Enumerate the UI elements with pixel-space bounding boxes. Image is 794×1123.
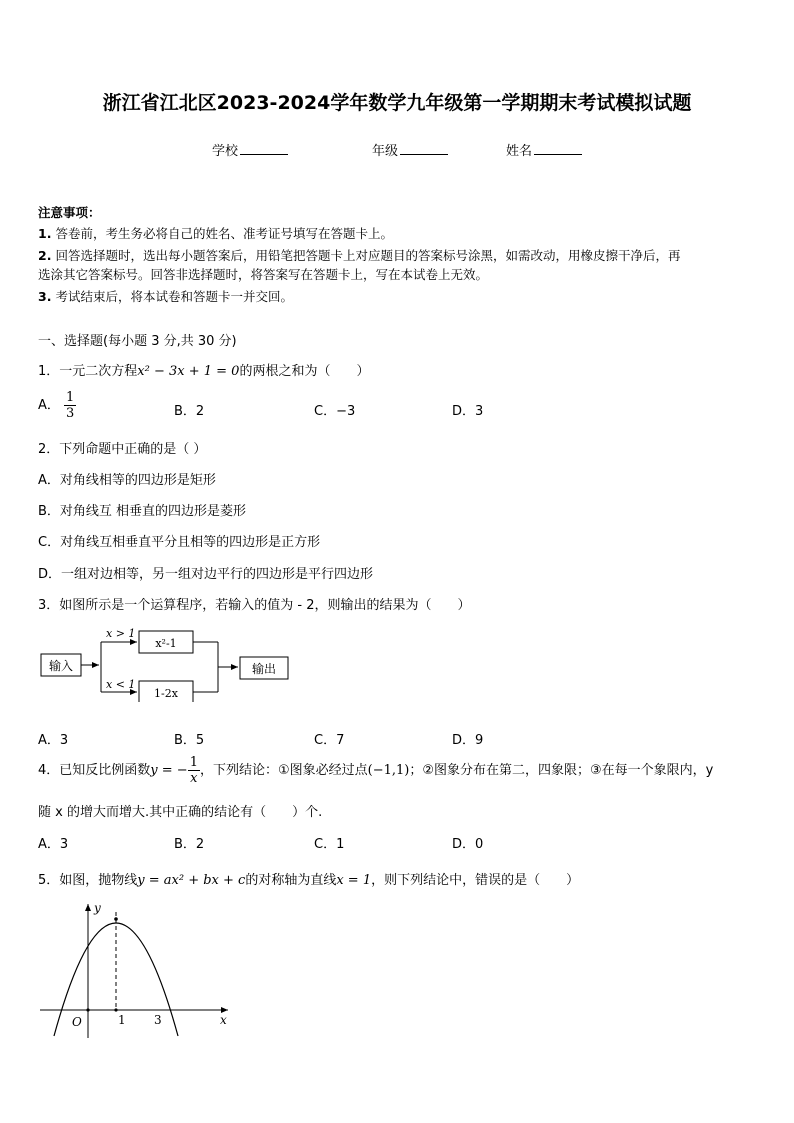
q1-option-a: A． $\frac{1}{3}$ — [38, 390, 75, 421]
tick-1-point — [114, 1008, 117, 1011]
flow-box-top-label: x²-1 — [155, 637, 177, 650]
flow-input-label: 输入 — [48, 659, 74, 673]
notice-item-1: 1. 答卷前，考生务必将自己的姓名、准考证号填写在答题卡上。 — [38, 226, 393, 241]
exam-title: 浙江省江北区2023-2024学年数学九年级第一学期期末考试模拟试题 — [102, 92, 692, 114]
q1-fraction: $\frac{1}{3}$ — [66, 390, 75, 421]
notice-item-2-cont: 选涂其它答案标号。回答非选择题时，将答案写在答题卡上，写在本试卷上无效。 — [38, 267, 489, 282]
flow-condition-bottom: x < 1 — [106, 678, 136, 691]
notice-item-3: 3. 考试结束后，将本试卷和答题卡一并交回。 — [38, 289, 293, 304]
name-label: 姓名 — [506, 144, 533, 159]
origin-label: O — [72, 1015, 82, 1029]
grade-blank — [400, 142, 448, 155]
name-field — [506, 140, 582, 159]
flow-condition-top: x > 1 — [106, 627, 136, 640]
school-field — [212, 140, 288, 159]
q2-option-a: A．对角线相等的四边形是矩形 — [38, 473, 216, 488]
y-axis-label: y — [94, 901, 101, 915]
q2-option-d: D．一组对边相等，另一组对边平行的四边形是平行四边形 — [38, 567, 374, 582]
grade-field — [372, 140, 448, 159]
vertex-point — [114, 917, 118, 921]
q3-option-c: C．7 — [314, 733, 345, 748]
grade-label: 年级 — [372, 144, 399, 159]
question-1-stem: 1．一元二次方程x² − 3x + 1 = 0的两根之和为（ ） — [38, 364, 370, 379]
q3-option-d: D．9 — [452, 733, 484, 748]
q4-option-c: C．1 — [314, 837, 345, 852]
q3-option-a: A．3 — [38, 733, 69, 748]
school-label: 学校 — [212, 144, 239, 159]
notice-heading: 注意事项： — [38, 205, 101, 220]
q1-equation: x² − 3x + 1 = 0 — [137, 364, 240, 379]
q4-option-b: B．2 — [174, 837, 205, 852]
question-4-stem: 4．已知反比例函数y = − $\frac{1}{x}$ ，下列结论：①图象必经过点(−1,1)；②图象分布在第二，四象限；③在每一个象限内，y — [38, 755, 714, 786]
school-blank — [240, 142, 288, 155]
flow-output-label: 输出 — [251, 662, 277, 676]
q3-option-b: B．5 — [174, 733, 205, 748]
parabola-graph — [36, 898, 236, 1040]
name-blank — [534, 142, 582, 155]
q4-option-a: A．3 — [38, 837, 69, 852]
notice-item-2: 2. 回答选择题时，选出每小题答案后，用铅笔把答题卡上对应题目的答案标号涂黑，如需改动，用橡皮擦干净后，再 — [38, 248, 681, 263]
section-heading: 一、选择题(每小题 3 分,共 30 分) — [38, 334, 237, 349]
q2-option-c: C．对角线互相垂直平分且相等的四边形是正方形 — [38, 535, 321, 550]
q4-option-d: D．0 — [452, 837, 484, 852]
q1-option-d: D．3 — [452, 404, 484, 419]
question-2-stem: 2．下列命题中正确的是（ ） — [38, 442, 207, 457]
origin-point — [86, 1008, 89, 1011]
q4-fraction: $\frac{1}{x}$ — [189, 755, 198, 786]
flow-box-bottom-label: 1-2x — [154, 687, 178, 700]
x-axis-label: x — [220, 1013, 227, 1027]
q1-option-c: C．−3 — [314, 404, 356, 419]
q1-option-b: B．2 — [174, 404, 205, 419]
question-5-stem: 5．如图，抛物线y = ax² + bx + c的对称轴为直线x = 1，则下列结论中，错误的是（ ） — [38, 873, 580, 888]
tick-3-label: 3 — [154, 1013, 162, 1027]
q2-option-b: B．对角线互 相垂直的四边形是菱形 — [38, 504, 247, 519]
question-3-stem: 3．如图所示是一个运算程序，若输入的值为 - 2，则输出的结果为（ ） — [38, 598, 471, 613]
tick-1-label: 1 — [118, 1013, 126, 1027]
flowchart-diagram — [36, 622, 296, 702]
q4-stem-line2: 随 x 的增大而增大.其中正确的结论有（ ）个. — [38, 805, 323, 820]
